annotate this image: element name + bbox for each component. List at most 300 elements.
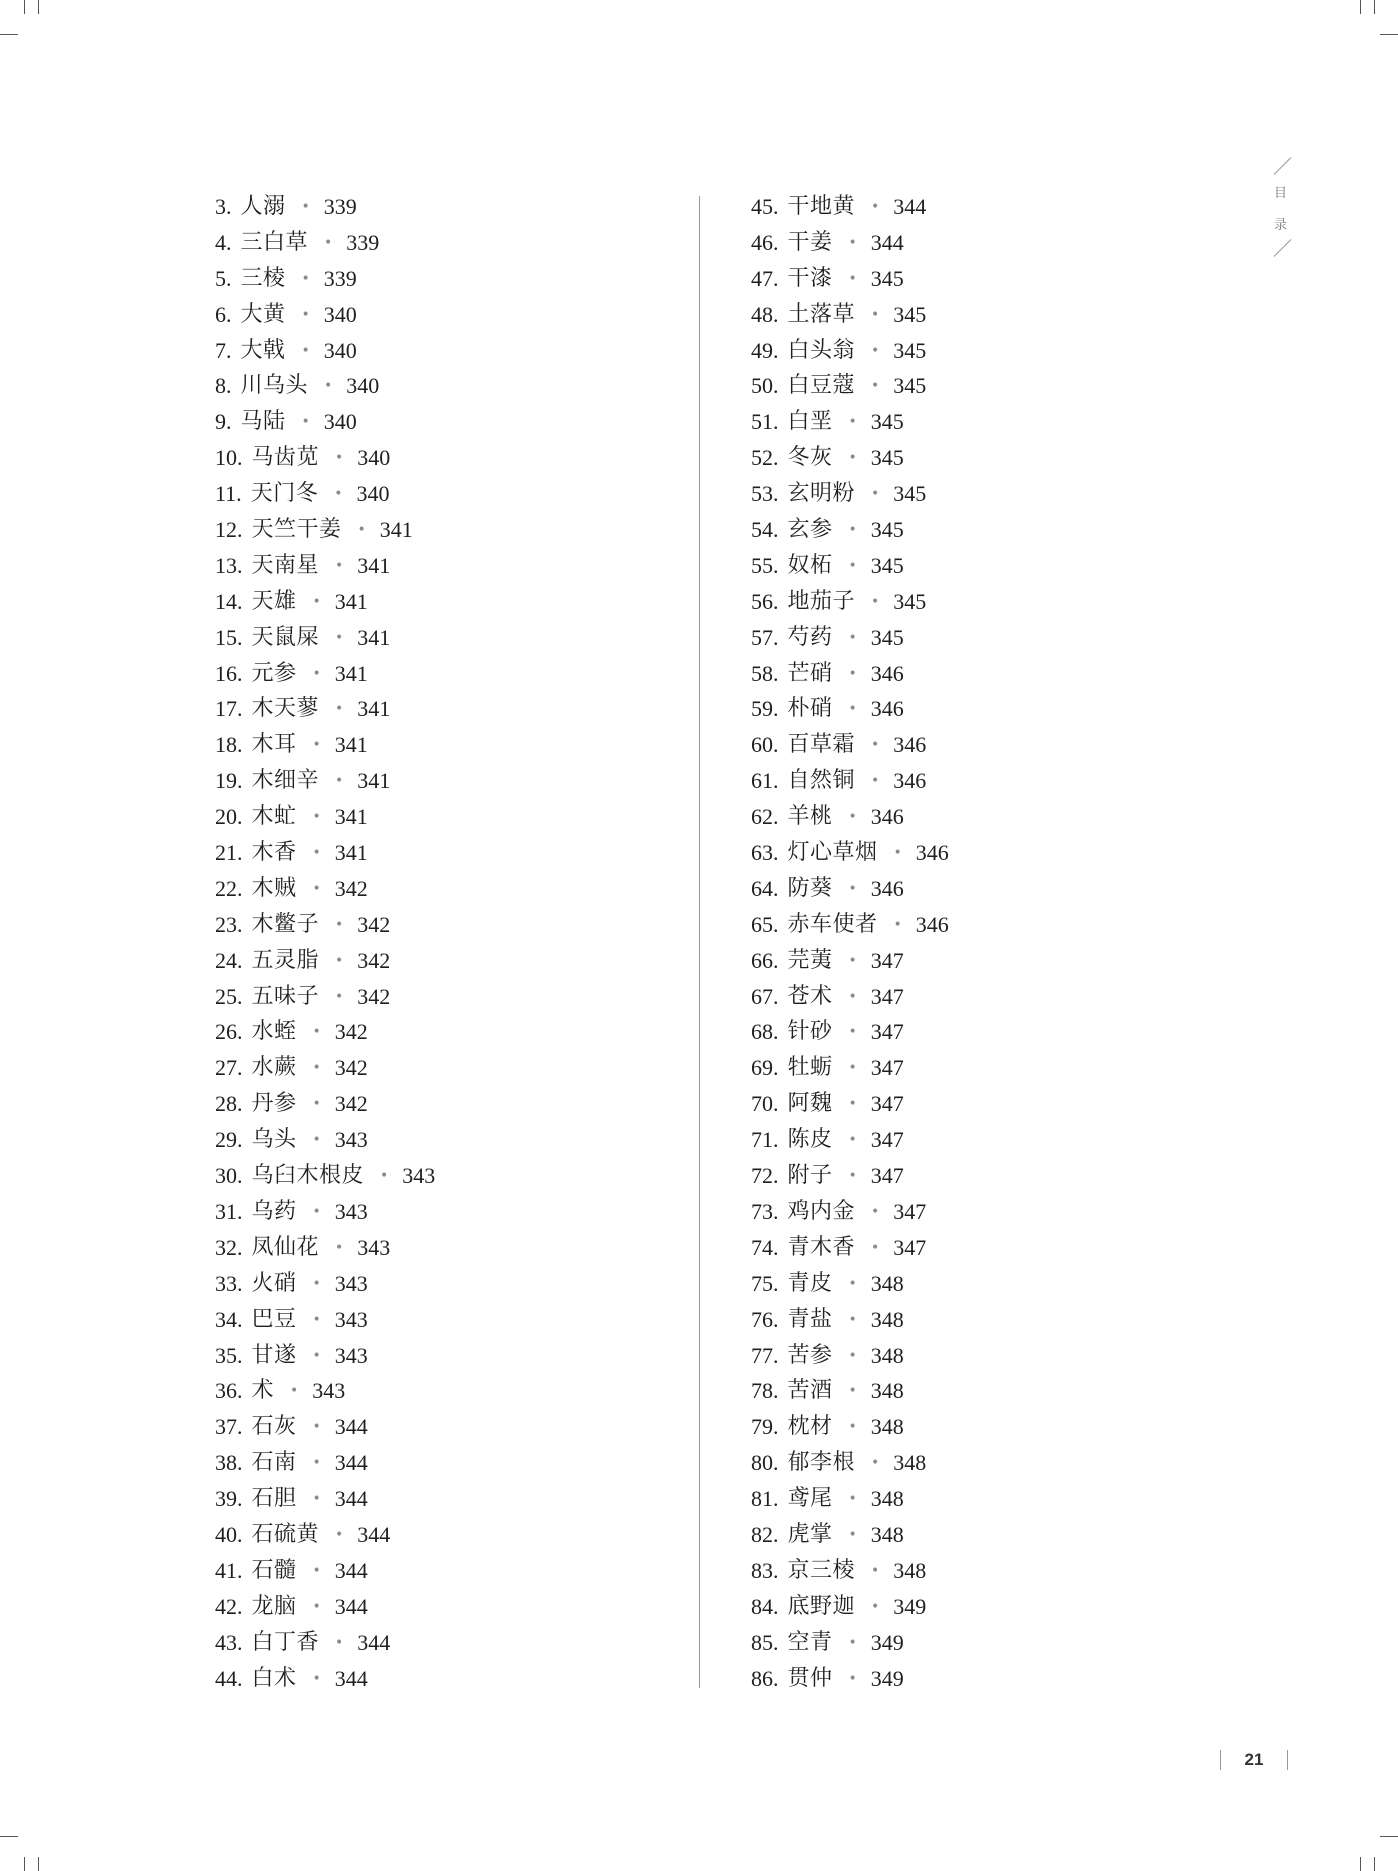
entry-number: 79.: [751, 1414, 779, 1440]
entry-title: 青皮: [787, 1270, 833, 1296]
separator-dot: •: [335, 1239, 344, 1256]
entry-page: 347: [870, 983, 904, 1009]
separator-dot: •: [335, 629, 344, 646]
toc-entry: [751, 768, 949, 804]
entry-title: 天竺干姜: [251, 517, 342, 543]
entry-title: 马齿苋: [251, 445, 320, 471]
toc-entry: [751, 1630, 949, 1666]
entry-page: 344: [334, 1593, 368, 1619]
entry-page: 345: [893, 373, 927, 399]
toc-entry: [215, 194, 435, 230]
separator-dot: •: [312, 1491, 321, 1508]
toc-entry: [751, 194, 949, 230]
entry-title: 白丁香: [251, 1629, 320, 1655]
entry-page: 346: [870, 804, 904, 830]
entry-title: 灯心草烟: [787, 840, 878, 866]
entry-number: 34.: [215, 1306, 243, 1332]
entry-page: 343: [334, 1127, 368, 1153]
entry-title: 赤车使者: [787, 911, 878, 937]
entry-title: 木贼: [251, 875, 297, 901]
separator-dot: •: [848, 1419, 857, 1436]
entry-page: 345: [893, 588, 927, 614]
entry-title: 五灵脂: [251, 947, 320, 973]
entry-title: 虎掌: [787, 1521, 833, 1547]
entry-page: 348: [870, 1414, 904, 1440]
entry-page: 341: [334, 660, 368, 686]
entry-number: 83.: [751, 1557, 779, 1583]
entry-number: 28.: [215, 1091, 243, 1117]
entry-number: 3.: [215, 194, 232, 219]
entry-number: 55.: [751, 552, 779, 578]
entry-number: 47.: [751, 265, 779, 291]
entry-number: 44.: [215, 1665, 243, 1691]
separator-dot: •: [312, 737, 321, 754]
entry-page: 343: [334, 1306, 368, 1332]
entry-page: 341: [334, 732, 368, 758]
toc-entry: [751, 1271, 949, 1307]
entry-page: 343: [334, 1342, 368, 1368]
entry-title: 苍术: [787, 983, 833, 1009]
separator-dot: •: [848, 270, 857, 287]
entry-title: 青盐: [787, 1306, 833, 1332]
toc-entry: [751, 230, 949, 266]
separator-dot: •: [335, 952, 344, 969]
toc-entry: [751, 1666, 949, 1702]
entry-page: 348: [870, 1378, 904, 1404]
toc-entry: [215, 948, 435, 984]
entry-title: 白豆蔻: [787, 373, 856, 399]
entry-title: 鸡内金: [787, 1198, 856, 1224]
toc-entry: [215, 1343, 435, 1379]
toc-entry: [751, 1343, 949, 1379]
toc-entry: [751, 1199, 949, 1235]
entry-number: 24.: [215, 947, 243, 973]
toc-entry: [215, 696, 435, 732]
entry-number: 4.: [215, 229, 232, 255]
toc-entry: [215, 481, 435, 517]
entry-page: 348: [893, 1450, 927, 1476]
entry-title: 石胆: [251, 1486, 297, 1512]
entry-title: 石南: [251, 1450, 297, 1476]
entry-title: 芫荑: [787, 947, 833, 973]
entry-page: 347: [870, 1163, 904, 1189]
toc-entry: [751, 445, 949, 481]
entry-title: 冬灰: [787, 445, 833, 471]
entry-page: 345: [870, 445, 904, 471]
entry-number: 70.: [751, 1091, 779, 1117]
entry-title: 天南星: [251, 552, 320, 578]
entry-page: 340: [356, 481, 390, 507]
separator-dot: •: [301, 306, 310, 323]
entry-number: 86.: [751, 1665, 779, 1691]
entry-title: 郁李根: [787, 1450, 856, 1476]
separator-dot: •: [301, 270, 310, 287]
toc-entry: [215, 768, 435, 804]
separator-dot: •: [871, 773, 880, 790]
toc-entry: [215, 840, 435, 876]
entry-number: 67.: [751, 983, 779, 1009]
separator-dot: •: [312, 1024, 321, 1041]
separator-dot: •: [312, 1275, 321, 1292]
entry-number: 61.: [751, 768, 779, 794]
toc-entry: [215, 1450, 435, 1486]
entry-page: 342: [357, 983, 391, 1009]
separator-dot: •: [848, 1024, 857, 1041]
entry-page: 341: [357, 552, 391, 578]
entry-title: 乌臼木根皮: [251, 1163, 365, 1189]
entry-page: 341: [357, 696, 391, 722]
entry-number: 21.: [215, 840, 243, 866]
toc-entry: [751, 876, 949, 912]
entry-number: 36.: [215, 1378, 243, 1404]
toc-entry: [751, 1558, 949, 1594]
entry-page: 342: [357, 947, 391, 973]
separator-dot: •: [312, 1347, 321, 1364]
entry-title: 天雄: [251, 588, 297, 614]
entry-number: 74.: [751, 1234, 779, 1260]
entry-page: 342: [334, 875, 368, 901]
entry-title: 石灰: [251, 1414, 297, 1440]
entry-page: 349: [870, 1629, 904, 1655]
entry-title: 百草霜: [787, 732, 856, 758]
separator-dot: •: [871, 1598, 880, 1615]
separator-dot: •: [848, 988, 857, 1005]
separator-dot: •: [334, 486, 343, 503]
entry-page: 340: [323, 301, 357, 327]
column-divider: [699, 196, 700, 1688]
separator-dot: •: [871, 199, 880, 215]
entry-page: 341: [357, 624, 391, 650]
separator-dot: •: [871, 593, 880, 610]
entry-title: 石硫黄: [251, 1521, 320, 1547]
separator-dot: •: [335, 450, 344, 467]
section-marker: [1265, 160, 1295, 260]
entry-page: 341: [357, 768, 391, 794]
entry-page: 346: [915, 840, 949, 866]
toc-entry: [751, 661, 949, 697]
separator-dot: •: [893, 845, 902, 862]
toc-entry: [215, 1558, 435, 1594]
entry-page: 342: [334, 1055, 368, 1081]
separator-dot: •: [324, 378, 333, 395]
entry-number: 71.: [751, 1127, 779, 1153]
toc-entry: [751, 481, 949, 517]
separator-dot: •: [871, 342, 880, 359]
entry-page: 349: [870, 1665, 904, 1691]
entry-number: 29.: [215, 1127, 243, 1153]
entry-page: 348: [870, 1521, 904, 1547]
entry-title: 阿魏: [787, 1091, 833, 1117]
entry-page: 346: [915, 911, 949, 937]
entry-page: 348: [870, 1270, 904, 1296]
separator-dot: •: [848, 1526, 857, 1543]
separator-dot: •: [848, 1347, 857, 1364]
toc-entry: [215, 445, 435, 481]
entry-page: 343: [334, 1198, 368, 1224]
entry-number: 41.: [215, 1557, 243, 1583]
toc-column-left: [215, 194, 435, 1701]
toc-entry: [751, 1486, 949, 1522]
separator-dot: •: [312, 1562, 321, 1579]
entry-page: 347: [870, 1019, 904, 1045]
entry-page: 344: [357, 1521, 391, 1547]
separator-dot: •: [357, 522, 366, 539]
toc-entry: [751, 912, 949, 948]
entry-title: 木虻: [251, 804, 297, 830]
entry-title: 京三棱: [787, 1557, 856, 1583]
entry-title: 水蛭: [251, 1019, 297, 1045]
separator-dot: •: [312, 1311, 321, 1328]
entry-page: 347: [893, 1234, 927, 1260]
toc-entry: [215, 1486, 435, 1522]
toc-entry: [215, 517, 435, 553]
separator-dot: •: [848, 450, 857, 467]
entry-page: 342: [334, 1091, 368, 1117]
separator-dot: •: [335, 916, 344, 933]
entry-page: 345: [870, 265, 904, 291]
toc-entry: [751, 948, 949, 984]
entry-number: 53.: [751, 481, 779, 507]
entry-title: 芒硝: [787, 660, 833, 686]
toc-entry: [215, 1522, 435, 1558]
separator-dot: •: [871, 1239, 880, 1256]
entry-number: 48.: [751, 301, 779, 327]
toc-entry: [215, 1271, 435, 1307]
entry-title: 水蕨: [251, 1055, 297, 1081]
entry-number: 11.: [215, 481, 242, 507]
toc-entry: [751, 302, 949, 338]
entry-title: 五味子: [251, 983, 320, 1009]
toc-entry: [751, 589, 949, 625]
separator-dot: •: [312, 1598, 321, 1615]
separator-dot: •: [871, 378, 880, 395]
marker-slash-bottom: [1274, 239, 1292, 257]
entry-title: 三白草: [240, 229, 309, 255]
separator-dot: •: [312, 1670, 321, 1687]
entry-title: 空青: [787, 1629, 833, 1655]
entry-title: 乌药: [251, 1198, 297, 1224]
separator-dot: •: [848, 522, 857, 539]
separator-dot: •: [893, 916, 902, 933]
separator-dot: •: [871, 737, 880, 754]
entry-title: 干漆: [787, 265, 833, 291]
separator-dot: •: [312, 1060, 321, 1077]
entry-title: 奴柘: [787, 552, 833, 578]
toc-entry: [751, 804, 949, 840]
entry-page: 339: [323, 194, 357, 219]
entry-title: 羊桃: [787, 804, 833, 830]
entry-number: 63.: [751, 840, 779, 866]
entry-title: 凤仙花: [251, 1234, 320, 1260]
separator-dot: •: [848, 880, 857, 897]
entry-title: 芍药: [787, 624, 833, 650]
entry-number: 84.: [751, 1593, 779, 1619]
entry-title: 牡蛎: [787, 1055, 833, 1081]
entry-title: 底野迦: [787, 1593, 856, 1619]
entry-title: 天鼠屎: [251, 624, 320, 650]
entry-number: 64.: [751, 875, 779, 901]
separator-dot: •: [848, 952, 857, 969]
entry-page: 344: [357, 1629, 391, 1655]
entry-page: 343: [357, 1234, 391, 1260]
entry-number: 35.: [215, 1342, 243, 1368]
entry-number: 13.: [215, 552, 243, 578]
entry-number: 12.: [215, 517, 243, 543]
separator-dot: •: [380, 1168, 389, 1185]
toc-entry: [751, 1019, 949, 1055]
entry-title: 丹参: [251, 1091, 297, 1117]
entry-page: 344: [870, 229, 904, 255]
toc-entry: [751, 1055, 949, 1091]
entry-number: 31.: [215, 1198, 243, 1224]
toc-entry: [215, 1594, 435, 1630]
entry-title: 甘遂: [251, 1342, 297, 1368]
toc-entry: [215, 1235, 435, 1271]
entry-page: 347: [870, 1091, 904, 1117]
toc-entry: [751, 1378, 949, 1414]
entry-number: 43.: [215, 1629, 243, 1655]
entry-number: 25.: [215, 983, 243, 1009]
entry-number: 27.: [215, 1055, 243, 1081]
separator-dot: •: [335, 701, 344, 718]
separator-dot: •: [848, 1383, 857, 1400]
separator-dot: •: [848, 629, 857, 646]
entry-title: 针砂: [787, 1019, 833, 1045]
entry-number: 72.: [751, 1163, 779, 1189]
entry-number: 80.: [751, 1450, 779, 1476]
entry-page: 344: [334, 1450, 368, 1476]
separator-dot: •: [301, 199, 310, 215]
entry-page: 348: [893, 1557, 927, 1583]
toc-entry: [215, 1127, 435, 1163]
separator-dot: •: [871, 486, 880, 503]
entry-title: 巴豆: [251, 1306, 297, 1332]
page-number: 21: [1244, 1750, 1264, 1769]
entry-page: 346: [870, 875, 904, 901]
toc-entry: [751, 1414, 949, 1450]
separator-dot: •: [301, 414, 310, 431]
toc-entry: [751, 1127, 949, 1163]
separator-dot: •: [324, 234, 333, 251]
separator-dot: •: [848, 701, 857, 718]
entry-title: 大戟: [240, 337, 286, 363]
toc-entry: [751, 266, 949, 302]
entry-page: 344: [893, 194, 927, 219]
toc-entry: [751, 1163, 949, 1199]
entry-number: 82.: [751, 1521, 779, 1547]
toc-entry: [215, 1630, 435, 1666]
separator-dot: •: [848, 1275, 857, 1292]
separator-dot: •: [848, 414, 857, 431]
entry-title: 陈皮: [787, 1127, 833, 1153]
entry-title: 石髓: [251, 1557, 297, 1583]
entry-title: 青木香: [787, 1234, 856, 1260]
separator-dot: •: [312, 809, 321, 826]
toc-entry: [215, 876, 435, 912]
entry-number: 10.: [215, 445, 243, 471]
separator-dot: •: [871, 306, 880, 323]
separator-dot: •: [871, 1562, 880, 1579]
toc-entry: [215, 266, 435, 302]
toc-entry: [215, 1666, 435, 1702]
entry-page: 345: [893, 337, 927, 363]
entry-number: 45.: [751, 194, 779, 219]
entry-page: 343: [312, 1378, 346, 1404]
separator-dot: •: [871, 1203, 880, 1220]
separator-dot: •: [335, 988, 344, 1005]
toc-entry: [215, 1307, 435, 1343]
entry-number: 19.: [215, 768, 243, 794]
entry-number: 14.: [215, 588, 243, 614]
entry-number: 15.: [215, 624, 243, 650]
toc-entry: [215, 230, 435, 266]
entry-number: 20.: [215, 804, 243, 830]
entry-number: 81.: [751, 1486, 779, 1512]
entry-number: 60.: [751, 732, 779, 758]
entry-page: 346: [870, 696, 904, 722]
entry-page: 345: [870, 552, 904, 578]
separator-dot: •: [848, 665, 857, 682]
entry-number: 59.: [751, 696, 779, 722]
toc-entry: [751, 984, 949, 1020]
entry-page: 345: [870, 624, 904, 650]
toc-entry: [751, 409, 949, 445]
entry-number: 9.: [215, 409, 232, 435]
entry-number: 42.: [215, 1593, 243, 1619]
separator-dot: •: [312, 1455, 321, 1472]
entry-title: 土落草: [787, 301, 856, 327]
entry-title: 马陆: [240, 409, 286, 435]
toc-entry: [215, 1378, 435, 1414]
toc-entry: [215, 1091, 435, 1127]
toc-entry: [215, 984, 435, 1020]
entry-page: 341: [379, 517, 413, 543]
entry-title: 白垩: [787, 409, 833, 435]
entry-number: 46.: [751, 229, 779, 255]
toc-entry: [215, 1055, 435, 1091]
entry-page: 340: [346, 373, 380, 399]
entry-title: 朴硝: [787, 696, 833, 722]
toc-entry: [215, 625, 435, 661]
entry-number: 69.: [751, 1055, 779, 1081]
entry-page: 340: [323, 409, 357, 435]
entry-page: 344: [334, 1414, 368, 1440]
entry-title: 苦酒: [787, 1378, 833, 1404]
entry-number: 49.: [751, 337, 779, 363]
toc-entry: [751, 625, 949, 661]
entry-page: 347: [870, 947, 904, 973]
separator-dot: •: [335, 557, 344, 574]
entry-page: 342: [357, 911, 391, 937]
toc-entry: [751, 517, 949, 553]
entry-page: 339: [323, 265, 357, 291]
entry-number: 77.: [751, 1342, 779, 1368]
toc-entry: [751, 1450, 949, 1486]
entry-page: 348: [870, 1486, 904, 1512]
toc-entry: [215, 338, 435, 374]
separator-dot: •: [335, 1526, 344, 1543]
entry-title: 木耳: [251, 732, 297, 758]
separator-dot: •: [871, 1455, 880, 1472]
entry-number: 50.: [751, 373, 779, 399]
entry-page: 348: [870, 1342, 904, 1368]
entry-page: 345: [893, 481, 927, 507]
entry-title: 木香: [251, 840, 297, 866]
entry-page: 347: [893, 1198, 927, 1224]
entry-page: 347: [870, 1055, 904, 1081]
entry-number: 8.: [215, 373, 232, 399]
entry-title: 三棱: [240, 265, 286, 291]
